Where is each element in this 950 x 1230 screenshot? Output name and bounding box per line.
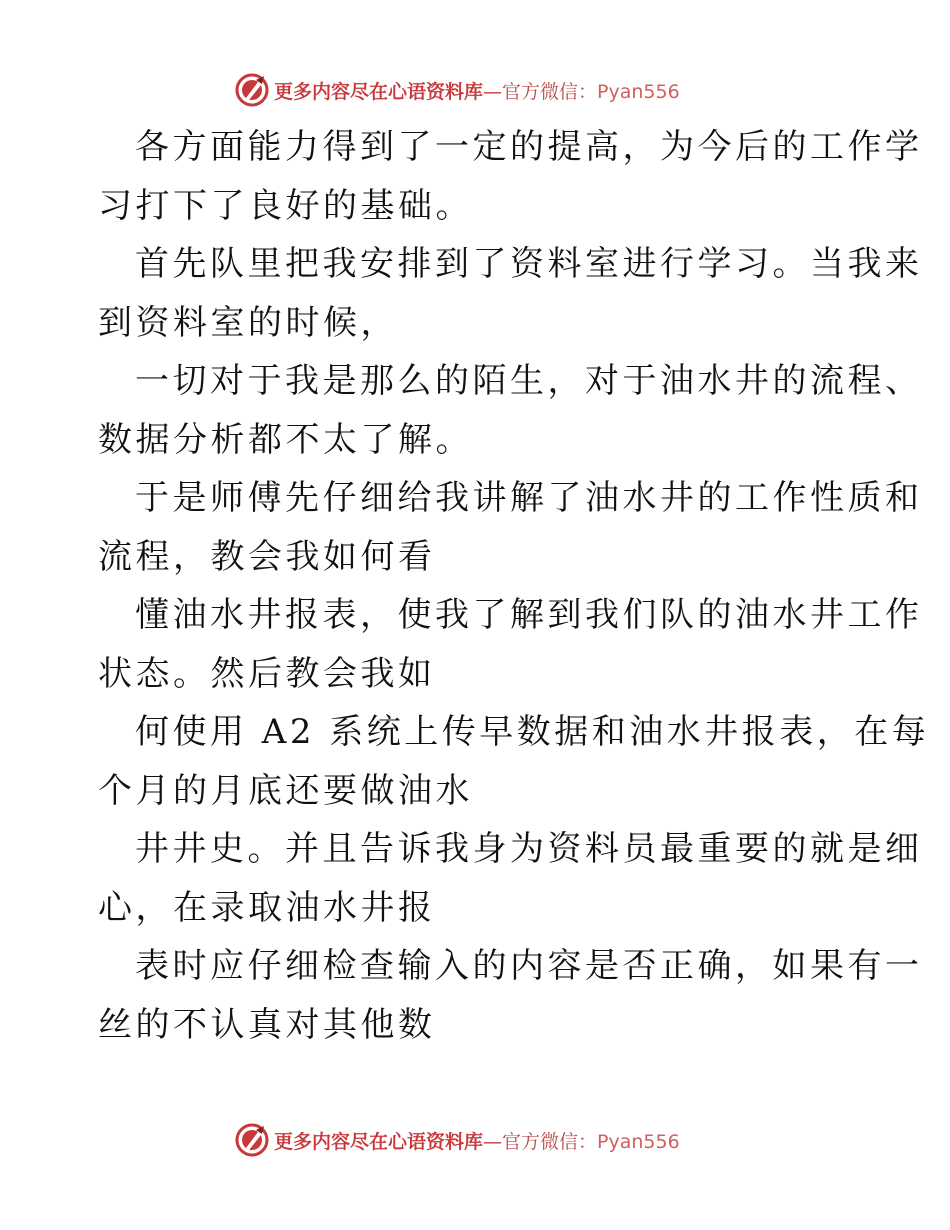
text-line: 流程，教会我如何看	[98, 536, 436, 577]
banner-wechat-label: 官方微信：	[502, 1130, 598, 1153]
text-line: 一切对于我是那么的陌生，对于油水井的流程、	[135, 361, 923, 401]
text-line: 于是师傅先仔细给我讲解了油水井的工作性质和	[135, 478, 923, 518]
text-line: 习打下了良好的基础。	[98, 185, 473, 226]
text-line: 状态。然后教会我如	[98, 653, 436, 694]
text-line: 丝的不认真对其他数	[98, 1004, 436, 1045]
quill-pen-badge-icon	[234, 72, 270, 108]
text-line: 各方面能力得到了一定的提高，为今后的工作学	[135, 127, 923, 167]
text-line: 首先队里把我安排到了资料室进行学习。当我来	[135, 244, 923, 284]
text-line: 到资料室的时候，	[98, 302, 398, 343]
text-line: 井井史。并且告诉我身为资料员最重要的就是细	[135, 829, 923, 869]
banner-text	[274, 1127, 680, 1154]
text-line: 心，在录取油水井报	[98, 887, 436, 928]
footer-banner	[234, 1120, 680, 1160]
banner-wechat-id: Pyan556	[597, 1130, 680, 1153]
text-line: 数据分析都不太了解。	[98, 419, 473, 460]
banner-brand: 更多内容尽在心语资料库	[274, 1130, 484, 1153]
document-body	[98, 118, 930, 1054]
banner-text	[274, 77, 680, 104]
quill-pen-badge-icon	[234, 1122, 270, 1158]
text-line: 表时应仔细检查输入的内容是否正确，如果有一	[135, 946, 923, 986]
banner-wechat-label: 官方微信：	[502, 80, 598, 103]
text-line: 懂油水井报表，使我了解到我们队的油水井工作	[135, 595, 923, 635]
banner-separator: —	[483, 80, 503, 103]
banner-separator: —	[483, 1130, 503, 1153]
text-line: 个月的月底还要做油水	[98, 770, 473, 811]
banner-brand: 更多内容尽在心语资料库	[274, 80, 484, 103]
banner-wechat-id: Pyan556	[597, 80, 680, 103]
header-banner	[234, 70, 680, 110]
text-line: 何使用 A2 系统上传早数据和油水井报表，在每	[135, 712, 930, 752]
